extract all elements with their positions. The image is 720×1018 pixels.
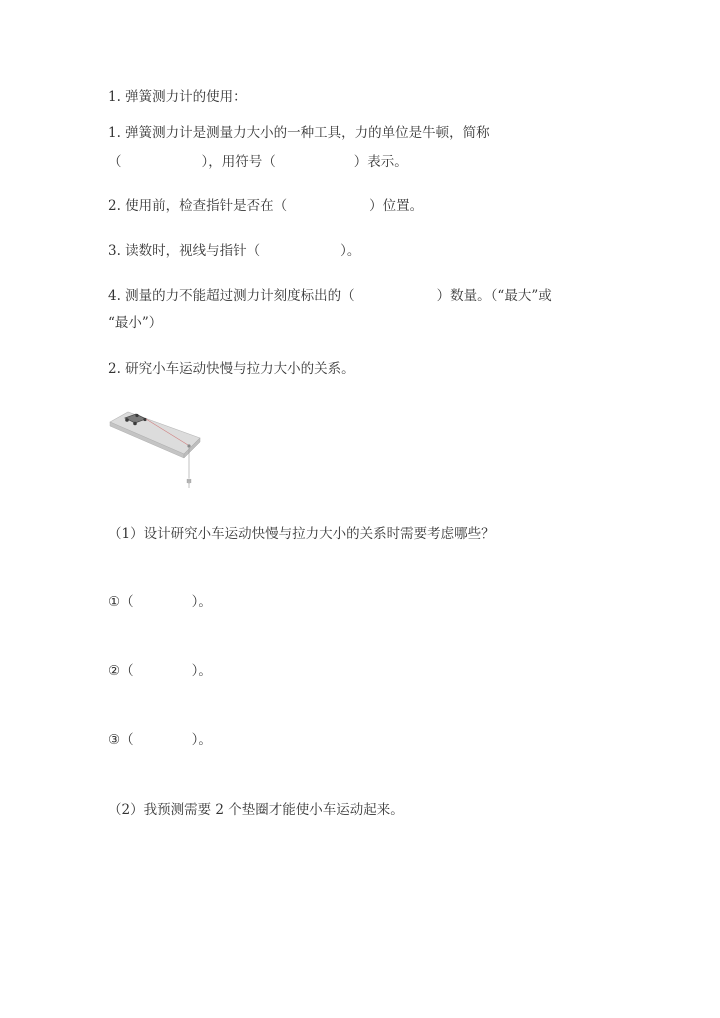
item-2-post: ）。 [191,663,212,679]
item-2-line [108,662,212,680]
item-3-pre: ③（ [108,732,134,748]
q4-line2: “最小”） [108,315,163,331]
item-1-pre: ①（ [108,594,134,610]
cart-experiment-figure [108,408,204,492]
q3-post: ）。 [340,243,361,259]
item-1-post: ）。 [191,594,212,610]
q1-open-paren: （ [108,154,122,170]
q2-pre: 2. 使用前，检查指针是否在（ [108,198,288,214]
q2-line [108,197,423,215]
q4-line1 [108,287,552,305]
q4-pre: 4. 测量的力不能超过测力计刻度标出的（ [108,288,355,304]
q3-line [108,242,360,260]
item-3-line [108,731,212,749]
q1-end-text: ）表示。 [353,154,408,170]
section2-sub1: （1）设计研究小车运动快慢与拉力大小的关系时需要考虑哪些？ [108,526,495,542]
q3-pre: 3. 读数时，视线与指针（ [108,243,261,259]
item-3-post: ）。 [191,732,212,748]
q2-post: ）位置。 [369,198,424,214]
q1-mid-text: ），用符号（ [201,154,276,170]
q1-line1: 1. 弹簧测力计是测量力大小的一种工具，力的单位是牛顿，简称 [108,125,490,141]
item-1-line [108,593,212,611]
q1-line2 [108,153,408,171]
washer-weight-icon [187,479,191,488]
q4-post: ）数量。（“最大”或 [436,288,552,304]
section2-sub2: （2）我预测需要 2 个垫圈才能使小车运动起来。 [108,802,404,818]
section2-heading: 2. 研究小车运动快慢与拉力大小的关系。 [108,361,355,377]
section1-heading: 1. 弹簧测力计的使用： [108,89,247,105]
item-2-pre: ②（ [108,663,134,679]
